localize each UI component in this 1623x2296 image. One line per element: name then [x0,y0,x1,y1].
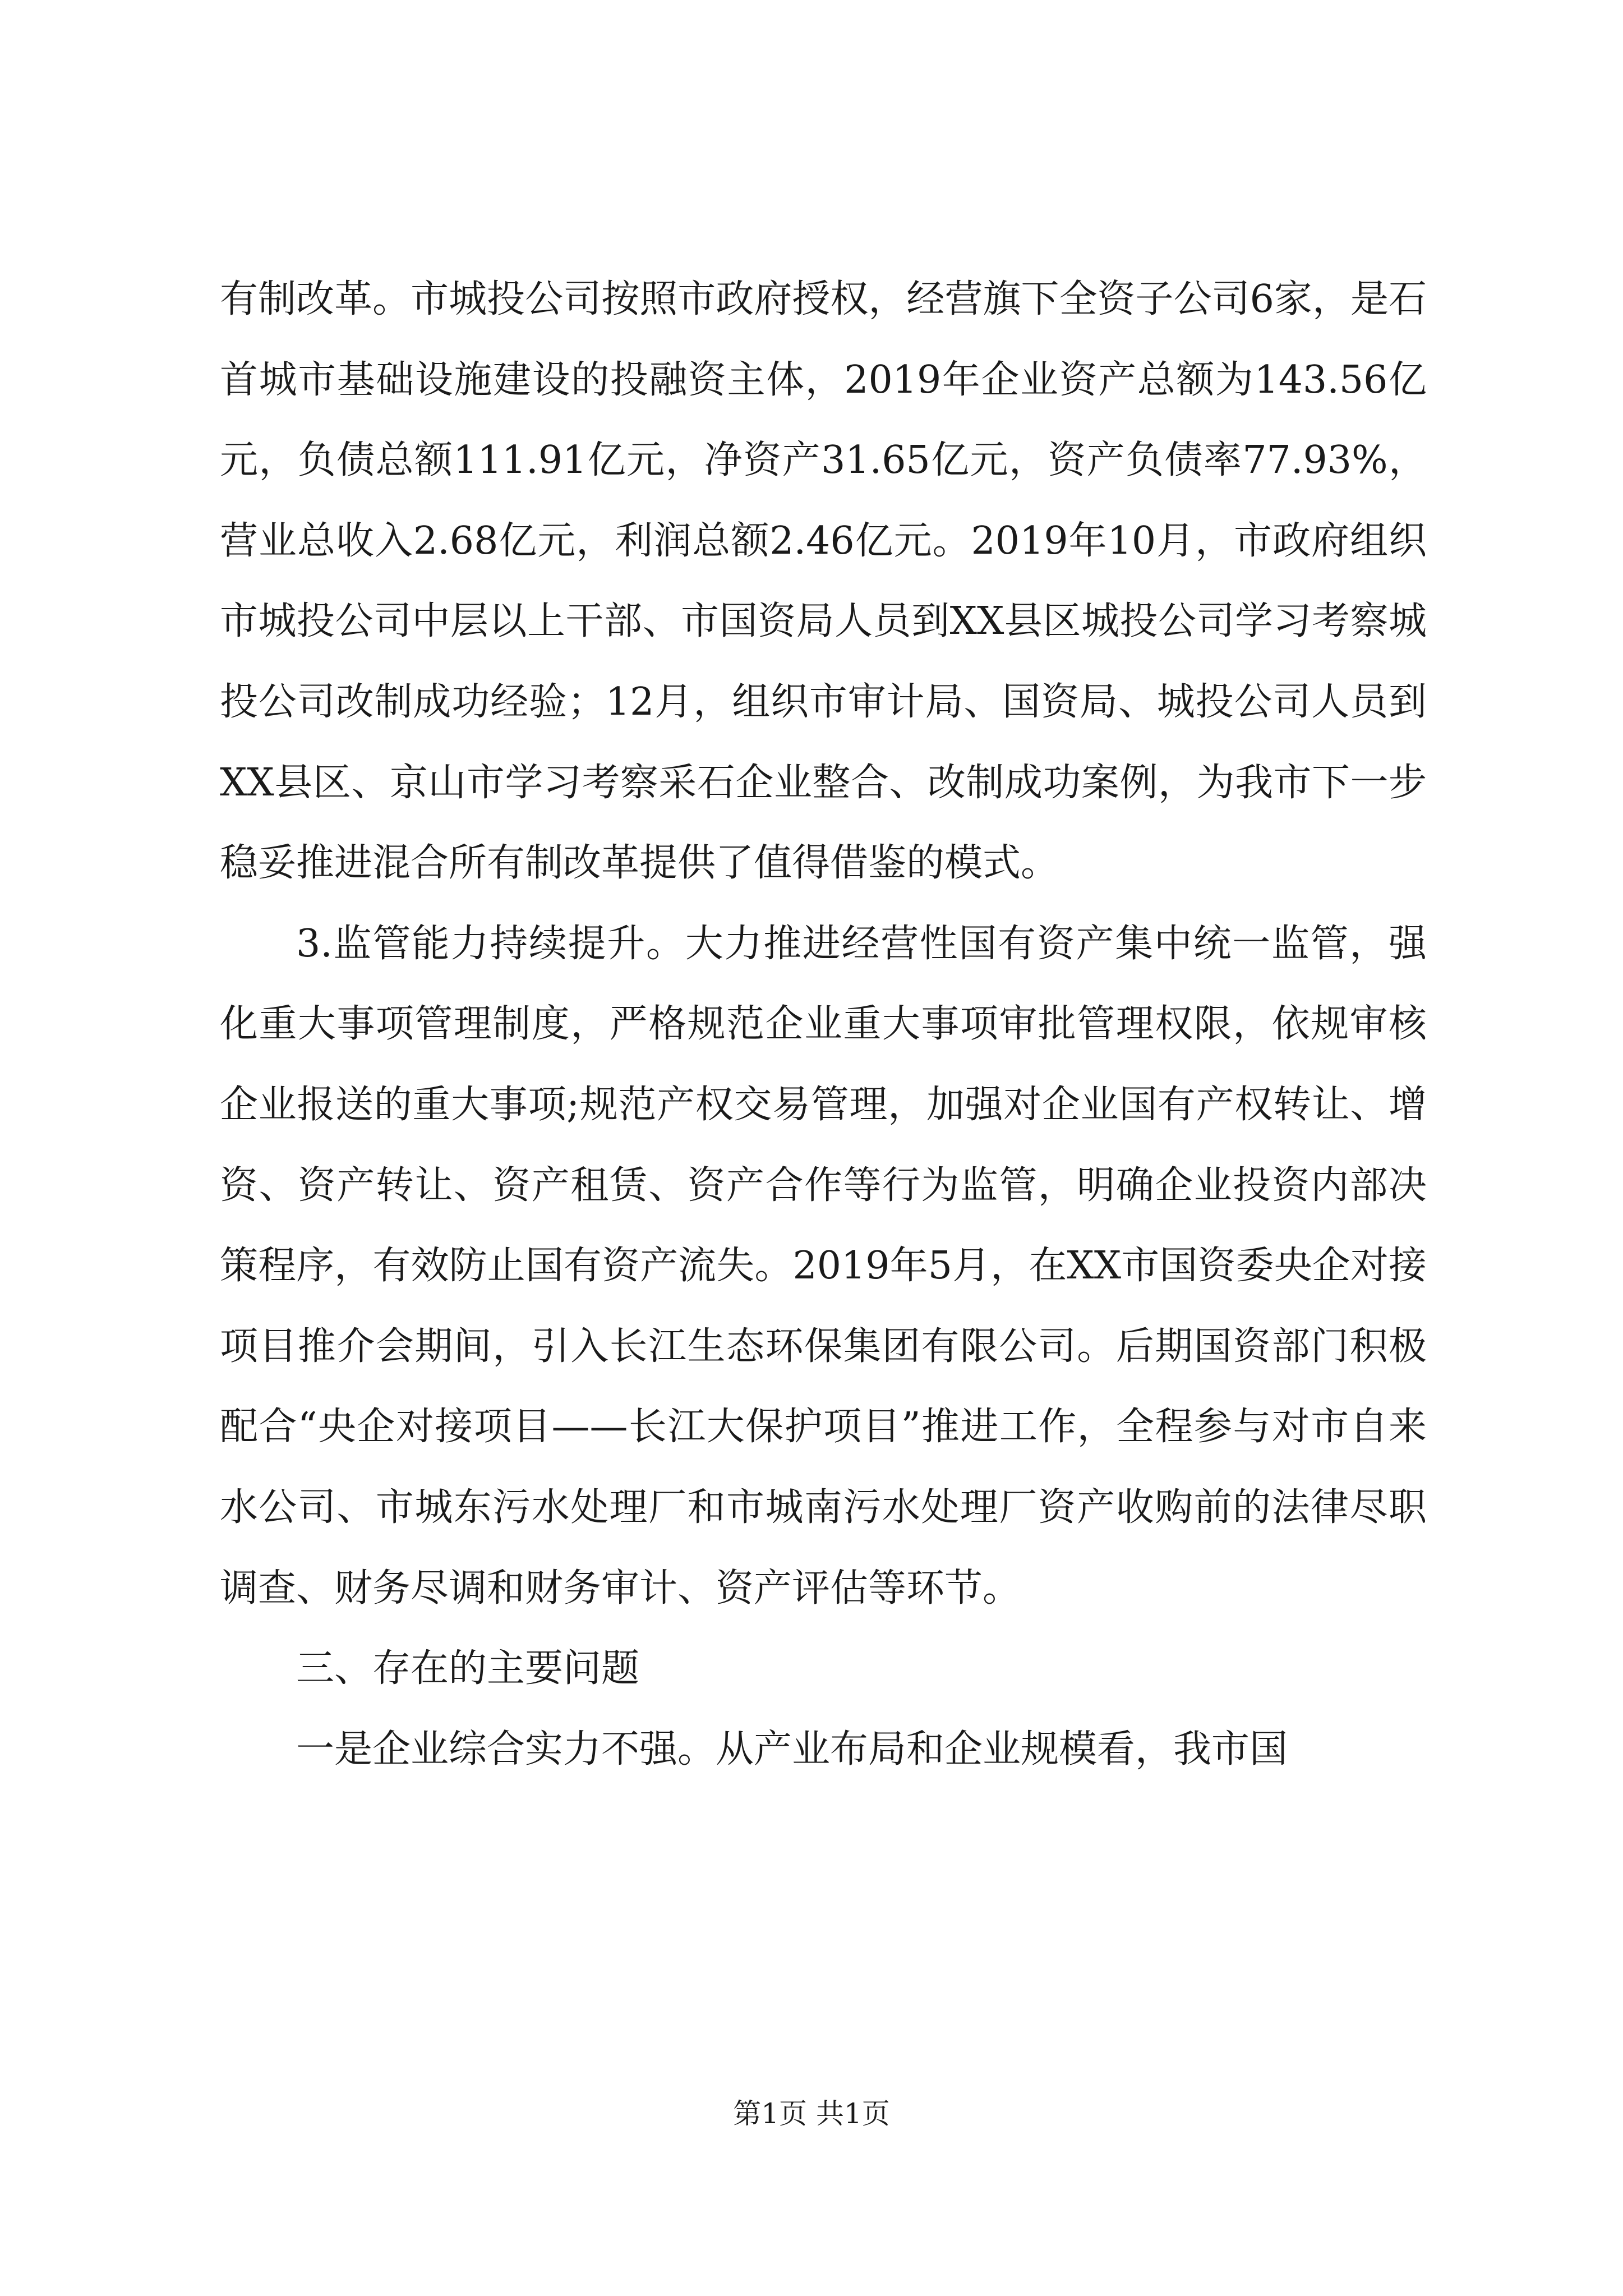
document-body [220,259,1427,1789]
paragraph-problem-one: 一是企业综合实力不强。从产业布局和企业规模看，我市国 [296,1727,1288,1772]
paragraph-supervision: 3.监管能力持续提升。大力推进经营性国有资产集中统一监管，强化重大事项管理制度，严格规范企业重大事项审批管理权限，依规审核企业报送的重大事项;规范产权交易管理，加强对企业国有产权转让、增资、资产转让、资产租赁、资产合作等行为监管，明确企业投资内部决策程序，有效防止国有资产流失。2019年5月，在XX市国资委央企对接项目推介会期间，引入长江生态环保集团有限公司。后期国资部门积极配合“央企对接项目——长江大保护项目”推进工作，全程参与对市自来水公司、市城东污水处理厂和市城南污水处理厂资产收购前的法律尽职调查、财务尽调和财务审计、资产评估等环节。 [220,921,1427,1611]
paragraph-continuation: 有制改革。市城投公司按照市政府授权，经营旗下全资子公司6家，是石首城市基础设施建设的投融资主体，2019年企业资产总额为143.56亿元，负债总额111.91亿元，净资产31.65亿元，资产负债率77.93%，营业总收入2.68亿元，利润总额2.46亿元。2019年10月，市政府组织市城投公司中层以上干部、市国资局人员到XX县区城投公司学习考察城投公司改制成功经验；12月，组织市审计局、国资局、城投公司人员到XX县区、京山市学习考察采石企业整合、改制成功案例，为我市下一步稳妥推进混合所有制改革提供了值得借鉴的模式。 [220,277,1427,886]
section-heading-problems: 三、存在的主要问题 [296,1646,640,1691]
page-footer: 第1页 共1页 [733,2097,890,2130]
